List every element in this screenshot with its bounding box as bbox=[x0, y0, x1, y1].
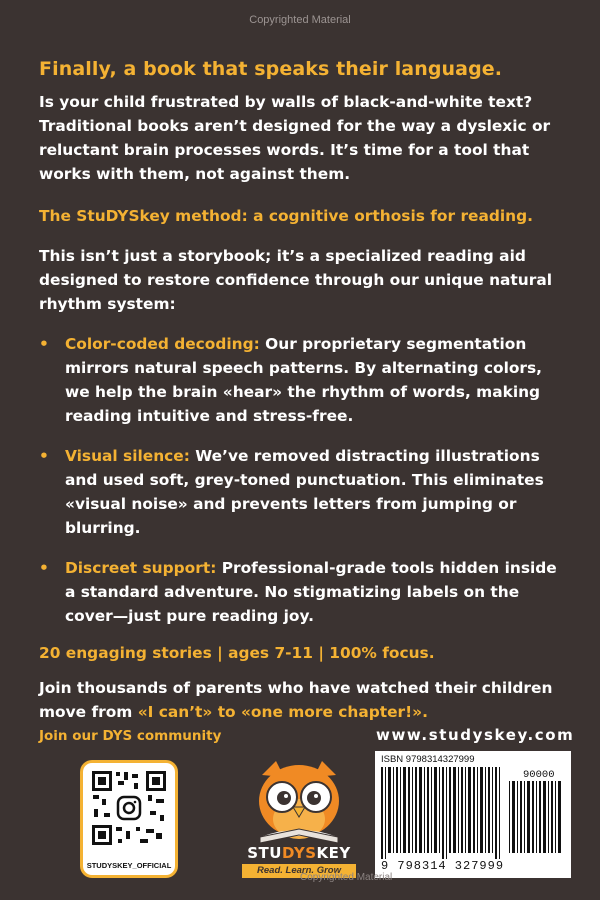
cta-prefix: Join thousands of parents who have watched their children move from bbox=[39, 679, 553, 721]
feature-text: Professional-grade tools hidden inside a standard adventure. No stigmatizing labels on the cover—just pure reading joy. bbox=[65, 559, 557, 625]
headline: Finally, a book that speaks their language. bbox=[39, 58, 503, 80]
feature-text: Our proprietary segmentation mirrors natural speech patterns. By alternating colors, we help the brain «hear» the rhythm of words, making reading intuitive and stress-free. bbox=[65, 335, 543, 425]
community-label: Join our DYS community bbox=[39, 728, 222, 744]
isbn-digits: 9 798314 327999 bbox=[381, 859, 505, 873]
website-url[interactable]: www.studyskey.com bbox=[376, 726, 575, 744]
brand-part2: DYS bbox=[281, 844, 317, 862]
feature-item bbox=[39, 332, 569, 428]
qr-code-card[interactable] bbox=[80, 760, 178, 878]
method-heading: The StuDYSkey method: a cognitive orthosis for reading. bbox=[39, 207, 533, 225]
barcode bbox=[375, 751, 571, 878]
barcode-bars-icon bbox=[381, 767, 565, 859]
bullet-icon: • bbox=[39, 559, 49, 577]
back-cover-text bbox=[39, 58, 569, 724]
method-intro: This isn’t just a storybook; it’s a specialized reading aid designed to restore confidence through our unique natural rhythm system: bbox=[39, 247, 552, 313]
feature-list bbox=[39, 332, 569, 628]
feature-text: We’ve removed distracting illustrations and used soft, grey-toned punctuation. This eliminates «visual noise» and prevents letters from jumping or blurring. bbox=[65, 447, 544, 537]
feature-title: Visual silence: bbox=[65, 447, 190, 465]
brand-tagline: Read. Learn. Grow bbox=[242, 864, 356, 878]
feature-item bbox=[39, 444, 569, 540]
cta-paragraph bbox=[39, 676, 569, 724]
intro-paragraph: Is your child frustrated by walls of black-and-white text? Traditional books aren’t designed for the way a dyslexic or reluctant brain processes words. It’s time for a tool that works with them, not against them. bbox=[39, 93, 551, 183]
copyright-watermark-top: Copyrighted Material bbox=[249, 14, 351, 26]
bullet-icon: • bbox=[39, 335, 49, 353]
price-code: 90000 bbox=[523, 769, 555, 781]
feature-title: Discreet support: bbox=[65, 559, 217, 577]
isbn-label: ISBN 9798314327999 bbox=[381, 754, 475, 765]
bullet-icon: • bbox=[39, 447, 49, 465]
feature-title: Color-coded decoding: bbox=[65, 335, 260, 353]
qr-handle: STUDYSKEY_OFFICIAL bbox=[86, 861, 172, 870]
brand-part1: STU bbox=[247, 844, 282, 862]
copyright-watermark-bottom: Copyrighted Material bbox=[300, 872, 393, 883]
qr-code-icon bbox=[90, 769, 168, 857]
stats-line: 20 engaging stories | ages 7-11 | 100% focus. bbox=[39, 644, 435, 662]
cta-quote: «I can’t» to «one more chapter!». bbox=[137, 703, 428, 721]
brand-wordmark bbox=[240, 844, 358, 862]
brand-part3: KEY bbox=[316, 844, 351, 862]
feature-item bbox=[39, 556, 569, 628]
